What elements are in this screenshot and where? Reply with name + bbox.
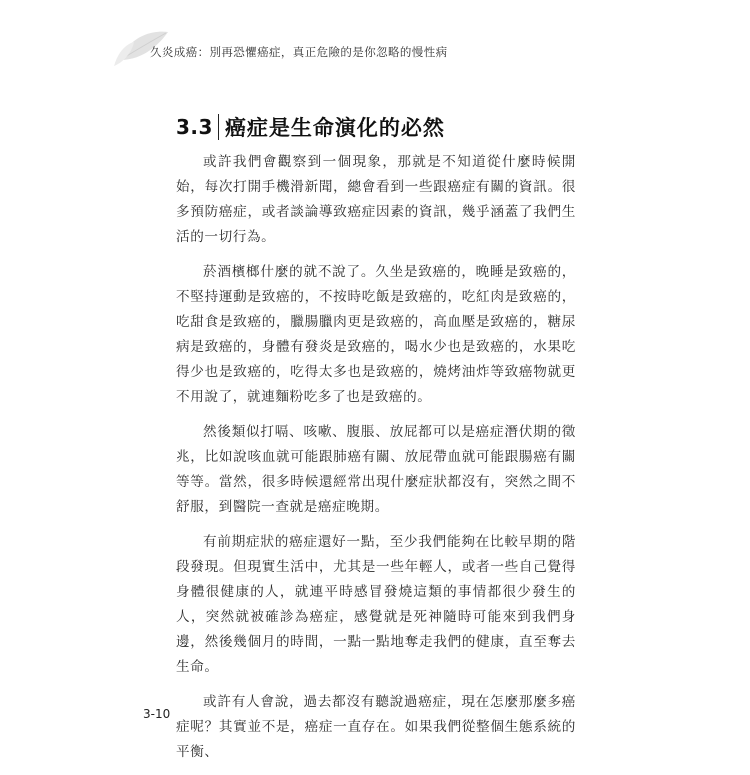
section-title: 癌症是生命演化的必然 (224, 116, 445, 140)
paragraph: 或許有人會說，過去都沒有聽說過癌症，現在怎麼那麼多癌症呢？其實並不是，癌症一直存在。如果我們從整個生態系統的平衡、 (176, 694, 576, 760)
paragraph: 有前期症狀的癌症還好一點，至少我們能夠在比較早期的階段發現。但現實生活中，尤其是一些年輕人，或者一些自己覺得身體很健康的人，就連平時感冒發燒這類的事情都很少發生的人，突然就被確診為癌症，感覺就是死神隨時可能來到我們身邊，然後幾個月的時間，一點一點地奪走我們的健康，直至奪去生命。 (176, 534, 576, 675)
page-number: 3-10 (143, 707, 171, 721)
paragraph: 或許我們會觀察到一個現象，那就是不知道從什麼時候開始，每次打開手機滑新聞，總會看到一些跟癌症有關的資訊。很多預防癌症，或者談論導致癌症因素的資訊，幾乎涵蓋了我們生活的一切行為。 (176, 154, 576, 245)
section-number: 3.3 (176, 115, 213, 139)
paragraph: 然後類似打嗝、咳嗽、腹脹、放屁都可以是癌症潛伏期的徵兆，比如說咳血就可能跟肺癌有關、放屁帶血就可能跟腸癌有關等等。當然，很多時候還經常出現什麼症狀都沒有，突然之間不舒服，到醫院一查就是癌症晚期。 (176, 424, 576, 515)
paragraph: 菸酒檳榔什麼的就不說了。久坐是致癌的，晚睡是致癌的，不堅持運動是致癌的，不按時吃飯是致癌的，吃紅肉是致癌的，吃甜食是致癌的，臘腸臘肉更是致癌的，高血壓是致癌的，糖尿病是致癌的，身體有發炎是致癌的，喝水少也是致癌的，水果吃得少也是致癌的，吃得太多也是致癌的，燒烤油炸等致癌物就更不用說了，就連麵粉吃多了也是致癌的。 (176, 264, 576, 405)
section-divider (218, 114, 219, 140)
section-heading (176, 112, 445, 142)
body-text (176, 150, 576, 775)
running-header: 久炎成癌：別再恐懼癌症，真正危險的是你忽略的慢性病 (150, 45, 448, 59)
